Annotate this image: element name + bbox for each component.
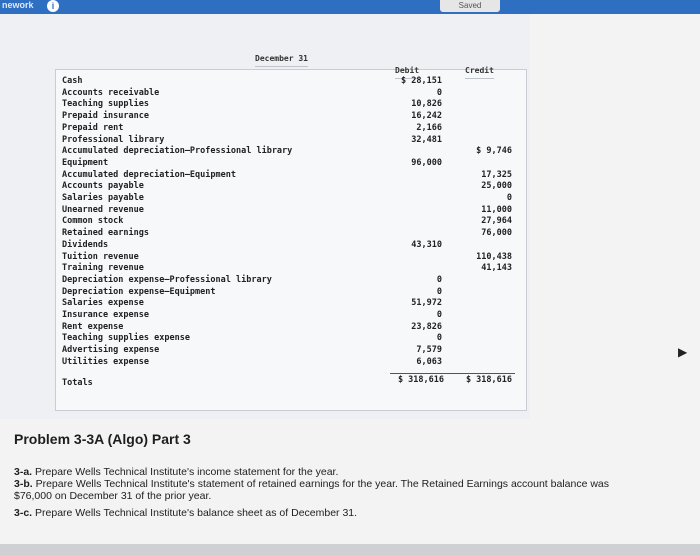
credit-value: 17,325 (481, 169, 512, 180)
account-name: Depreciation expense—Professional library (62, 274, 272, 285)
brand-label: nework (2, 0, 34, 10)
debit-value: 23,826 (411, 321, 442, 332)
debit-value: $ 28,151 (401, 76, 442, 86)
account-name: Professional library (62, 134, 165, 145)
debit-value: 96,000 (411, 157, 442, 168)
account-name: Utilities expense (62, 356, 149, 367)
account-name: Accumulated depreciation—Professional library (62, 146, 293, 157)
debit-value: 0 (436, 274, 442, 285)
credit-value: 25,000 (481, 181, 512, 192)
instruction-code: 3-b. (14, 478, 36, 490)
instruction-text: $76,000 on December 31 of the prior year. (14, 490, 212, 502)
account-name: Equipment (62, 157, 109, 168)
account-name: Accounts receivable (62, 87, 160, 98)
account-name: Prepaid insurance (62, 111, 149, 122)
account-name: Insurance expense (62, 310, 149, 320)
instruction-text: Prepare Wells Technical Institute's income statement for the year. (35, 466, 339, 478)
debit-value: 6,063 (416, 356, 442, 367)
debit-value: 32,481 (411, 134, 442, 145)
instruction-code: 3-a. (14, 466, 36, 478)
credit-header: Credit (465, 66, 494, 79)
debit-value: 7,579 (416, 345, 442, 356)
credit-value: 27,964 (481, 216, 512, 227)
account-name: Unearned revenue (62, 204, 144, 215)
credit-value: 110,438 (476, 251, 512, 262)
debit-value: 0 (436, 310, 442, 320)
totals-rule (390, 373, 515, 374)
credit-value: $ 9,746 (476, 146, 512, 157)
account-name: Salaries expense (62, 298, 144, 309)
period-header: December 31 (255, 54, 308, 67)
problem-title: Problem 3-3A (Algo) Part 3 (14, 431, 191, 447)
debit-value: 10,826 (411, 99, 442, 110)
cursor-icon: ▶ (678, 345, 688, 359)
credit-value: 11,000 (481, 204, 512, 215)
instruction-line (14, 490, 211, 502)
account-name: Prepaid rent (62, 122, 124, 133)
saved-status: Saved (440, 0, 500, 12)
totals-credit: $ 318,616 (465, 374, 512, 385)
account-name: Depreciation expense—Equipment (62, 286, 216, 297)
instruction-code: 3-c. (14, 507, 36, 519)
account-name: Cash (62, 76, 83, 86)
instruction-line (14, 466, 338, 478)
top-bar (0, 0, 700, 14)
account-name: Retained earnings (62, 228, 149, 239)
debit-value: 16,242 (411, 111, 442, 122)
account-name: Rent expense (62, 321, 124, 332)
account-name: Advertising expense (62, 345, 160, 356)
debit-header: Debit (395, 66, 419, 79)
totals-label: Totals (62, 377, 93, 388)
debit-value: 0 (436, 333, 442, 344)
info-icon[interactable]: i (47, 0, 59, 12)
instruction-text: Prepare Wells Technical Institute's balance sheet as of December 31. (35, 507, 358, 519)
instruction-line (14, 478, 609, 490)
debit-value: 0 (436, 286, 442, 297)
account-name: Training revenue (62, 263, 144, 274)
credit-value: 76,000 (481, 228, 512, 239)
debit-value: 43,310 (411, 239, 442, 250)
bottom-bar (0, 544, 700, 555)
instruction-text: Prepare Wells Technical Institute's statement of retained earnings for the year. The Retained Earnings account balance was (35, 478, 610, 490)
account-name: Accumulated depreciation—Equipment (62, 169, 236, 180)
debit-value: 51,972 (411, 298, 442, 309)
account-name: Common stock (62, 216, 124, 227)
account-name: Dividends (62, 239, 109, 250)
debit-value: 0 (436, 87, 442, 98)
credit-value: 41,143 (481, 263, 512, 274)
account-name: Accounts payable (62, 181, 144, 192)
debit-value: 2,166 (416, 122, 442, 133)
credit-value: 0 (506, 193, 512, 203)
account-name: Teaching supplies expense (62, 333, 190, 344)
account-name: Tuition revenue (62, 251, 139, 262)
instruction-line (14, 507, 357, 519)
account-name: Salaries payable (62, 193, 144, 203)
account-name: Teaching supplies (62, 99, 149, 110)
totals-debit: $ 318,616 (397, 374, 444, 385)
